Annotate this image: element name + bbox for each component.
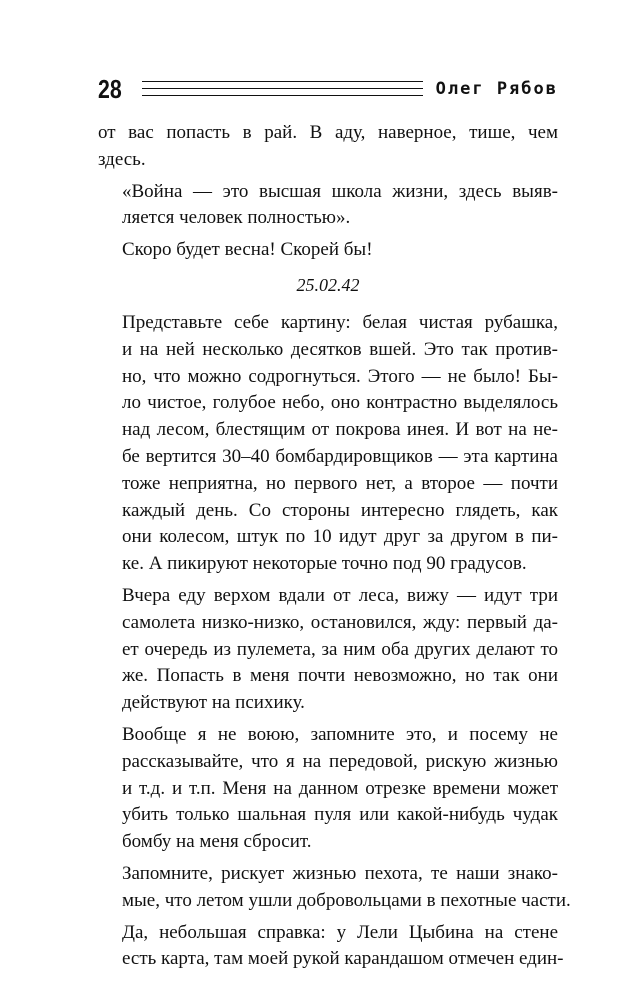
text-line: Вчера еду верхом вдали от леса, вижу — идут три bbox=[122, 584, 558, 606]
paragraph bbox=[98, 237, 558, 264]
text-line: они колесом, штук по 10 идут друг за другом в пи- bbox=[122, 526, 558, 548]
text-line: Вообще я не воюю, запомните это, и посему не bbox=[122, 723, 558, 745]
text-line: Представьте себе картину: белая чистая рубашка, bbox=[122, 311, 558, 333]
page-body bbox=[98, 120, 571, 978]
text-line: Запомните, рискует жизнью пехота, те наши знако- bbox=[122, 862, 558, 884]
paragraph bbox=[98, 179, 558, 233]
text-line: Да, небольшая справка: у Лели Цыбина на стене bbox=[122, 921, 558, 943]
text-line: бе вертится 30–40 бомбардировщиков — эта картина bbox=[122, 445, 558, 467]
text-line: и т.д. и т.п. Меня на данном отрезке времени может bbox=[122, 777, 558, 799]
paragraph bbox=[98, 583, 558, 717]
text-line: над лесом, блестящим от покрова инея. И вот на не- bbox=[122, 419, 558, 441]
text-line: здесь. bbox=[98, 148, 146, 170]
text-line: рассказывайте, что я на передовой, рискую жизнью bbox=[122, 750, 558, 772]
paragraph bbox=[98, 722, 558, 856]
text-line: каждый день. Со стороны интересно глядеть, как bbox=[122, 499, 558, 521]
paragraph bbox=[98, 920, 564, 974]
text-line: и на ней несколько десятков вшей. Это так против- bbox=[122, 338, 558, 360]
text-line: ет очередь из пулемета, за ним оба других делают то bbox=[122, 638, 558, 660]
header-rule bbox=[142, 88, 423, 89]
text-line: но, что можно содрогнуться. Этого — не было! Бы- bbox=[122, 365, 558, 387]
paragraph bbox=[98, 861, 571, 915]
text-line: ке. А пикируют некоторые точно под 90 градусов. bbox=[122, 553, 527, 575]
running-header bbox=[98, 72, 558, 106]
header-rule bbox=[142, 81, 423, 82]
text-line: ло чистое, голубое небо, оно контрастно выделялось bbox=[122, 392, 558, 414]
text-line: ляется человек полностью». bbox=[122, 207, 351, 229]
author-name: Олег Рябов bbox=[435, 79, 558, 99]
text-line: «Война — это высшая школа жизни, здесь выяв- bbox=[122, 180, 558, 202]
entry-date: 25.02.42 bbox=[296, 274, 360, 295]
text-line: от вас попасть в рай. В аду, наверное, тише, чем bbox=[98, 122, 558, 143]
text-line: Скоро будет весна! Скорей бы! bbox=[122, 239, 373, 261]
paragraph bbox=[98, 310, 558, 578]
header-rule bbox=[142, 95, 423, 96]
text-line: тоже неприятна, но первого нет, а второе — почти bbox=[122, 472, 558, 494]
page-number: 28 bbox=[98, 74, 122, 104]
text-line: убить только шальная пуля или какой-нибудь чудак bbox=[122, 804, 558, 826]
text-line: самолета низко-низко, остановился, жду: первый да- bbox=[122, 611, 558, 633]
text-line: мые, что летом ушли добровольцами в пехотные части. bbox=[122, 889, 571, 911]
text-line: есть карта, там моей рукой карандашом отмечен един- bbox=[122, 948, 564, 970]
text-line: же. Попасть в меня почти невозможно, но так они bbox=[122, 665, 558, 687]
text-line: действуют на психику. bbox=[122, 692, 305, 714]
paragraph bbox=[98, 120, 558, 174]
text-line: бомбу на меня сбросит. bbox=[122, 831, 312, 853]
